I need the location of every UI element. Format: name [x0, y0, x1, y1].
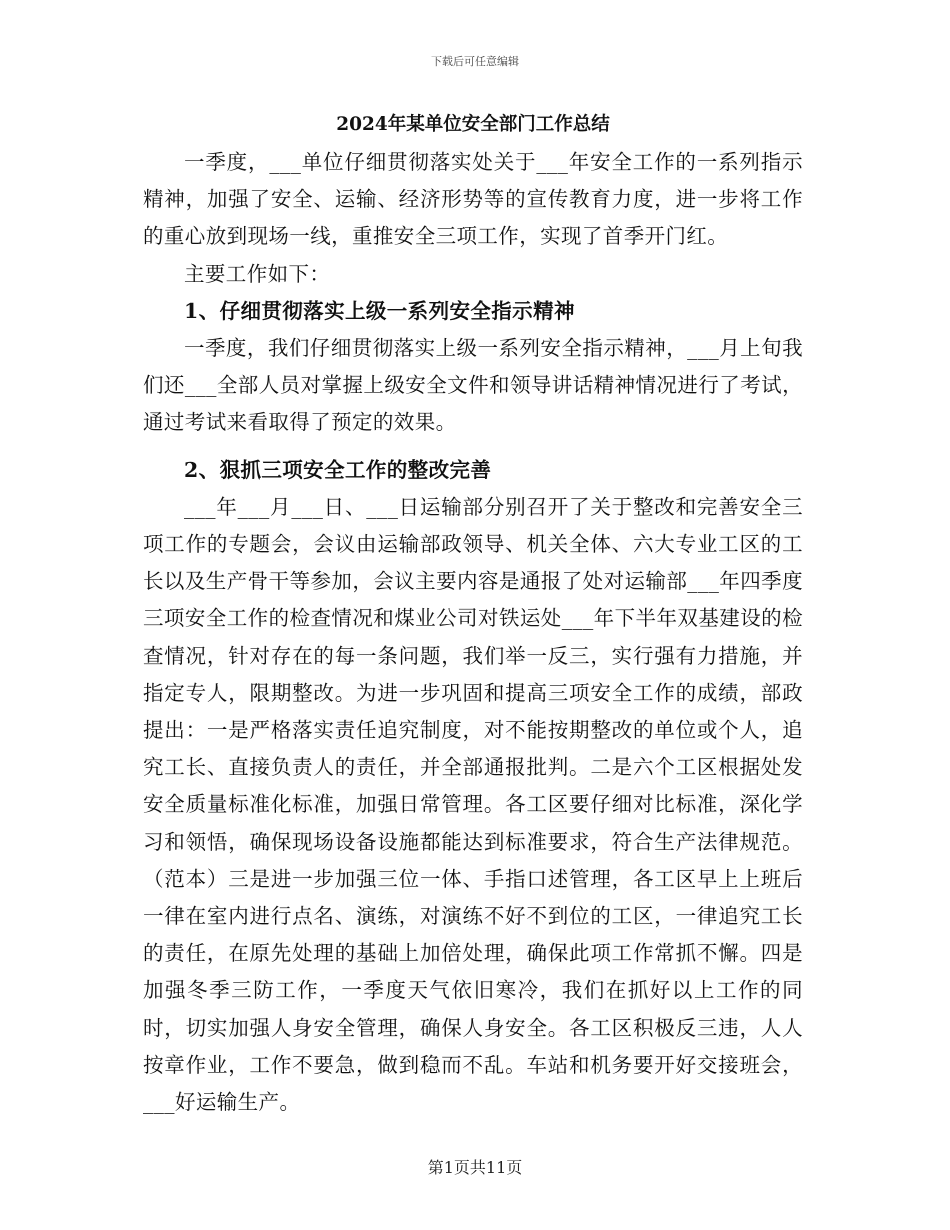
- header-note: 下载后可任意编辑: [431, 55, 519, 68]
- intro-lead: 主要工作如下：: [184, 261, 331, 286]
- document-body: [143, 108, 803, 1121]
- section-heading-1: 1、仔细贯彻落实上级一系列安全指示精神: [184, 298, 575, 323]
- section-body-2: ___年___月___日、___日运输部分别召开了关于整改和完善安全三项工作的专题会，会议由运输部政领导、机关全体、六大专业工区的工长以及生产骨干等参加，会议主要内容是通报了处对运输部___年四季度三项安全工作的检查情况和煤业公司对铁运处___年下半年双基建设的检查情况，针对存在的每一条问题，我们举一反三，实行强有力措施，并指定专人，限期整改。为进一步巩固和提高三项安全工作的成绩，部政提出：一是严格落实责任追究制度，对不能按期整改的单位或个人，追究工长、直接负责人的责任，并全部通报批判。二是六个工区根据处发安全质量标准化标准，加强日常管理。各工区要仔细对比标准，深化学习和领悟，确保现场设备设施都能达到标准要求，符合生产法律规范。（范本）三是进一步加强三位一体、手指口述管理，各工区早上上班后一律在室内进行点名、演练，对演练不好不到位的工区，一律追究工长的责任，在原先处理的基础上加倍处理，确保此项工作常抓不懈。四是加强冬季三防工作，一季度天气依旧寒冷，我们在抓好以上工作的同时，切实加强人身安全管理，确保人身安全。各工区积极反三违，人人按章作业，工作不要急，做到稳而不乱。车站和机务要开好交接班会，___好运输生产。: [143, 494, 803, 1115]
- page-footer: 第1页共11页: [427, 1158, 523, 1177]
- section-heading-2: 2、狠抓三项安全工作的整改完善: [184, 457, 492, 482]
- intro-paragraph: 一季度，___单位仔细贯彻落实处关于___年安全工作的一系列指示精神，加强了安全、运输、经济形势等的宣传教育力度，进一步将工作的重心放到现场一线，重推安全三项工作，实现了首季开门红。: [143, 150, 803, 249]
- section-body-1: 一季度，我们仔细贯彻落实上级一系列安全指示精神，___月上旬我们还___全部人员对掌握上级安全文件和领导讲话精神情况进行了考试，通过考试来看取得了预定的效果。: [143, 336, 803, 435]
- document-title: 2024年某单位安全部门工作总结: [336, 114, 610, 135]
